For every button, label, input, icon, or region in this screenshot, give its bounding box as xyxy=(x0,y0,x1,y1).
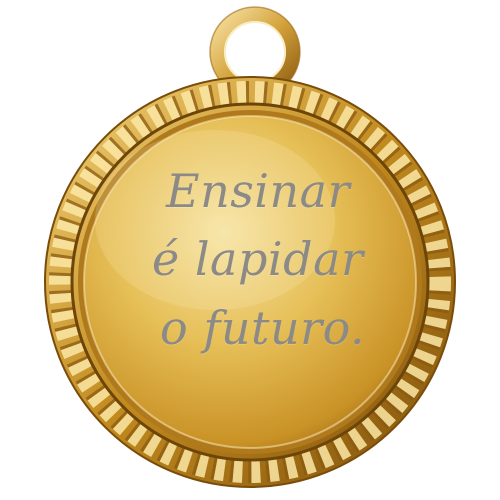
engraving-line-3: o futuro. xyxy=(160,301,366,355)
engraving-line-2: é lapidar xyxy=(152,232,364,286)
engraving-line-1: Ensinar xyxy=(166,164,351,218)
engraved-text xyxy=(100,150,400,390)
